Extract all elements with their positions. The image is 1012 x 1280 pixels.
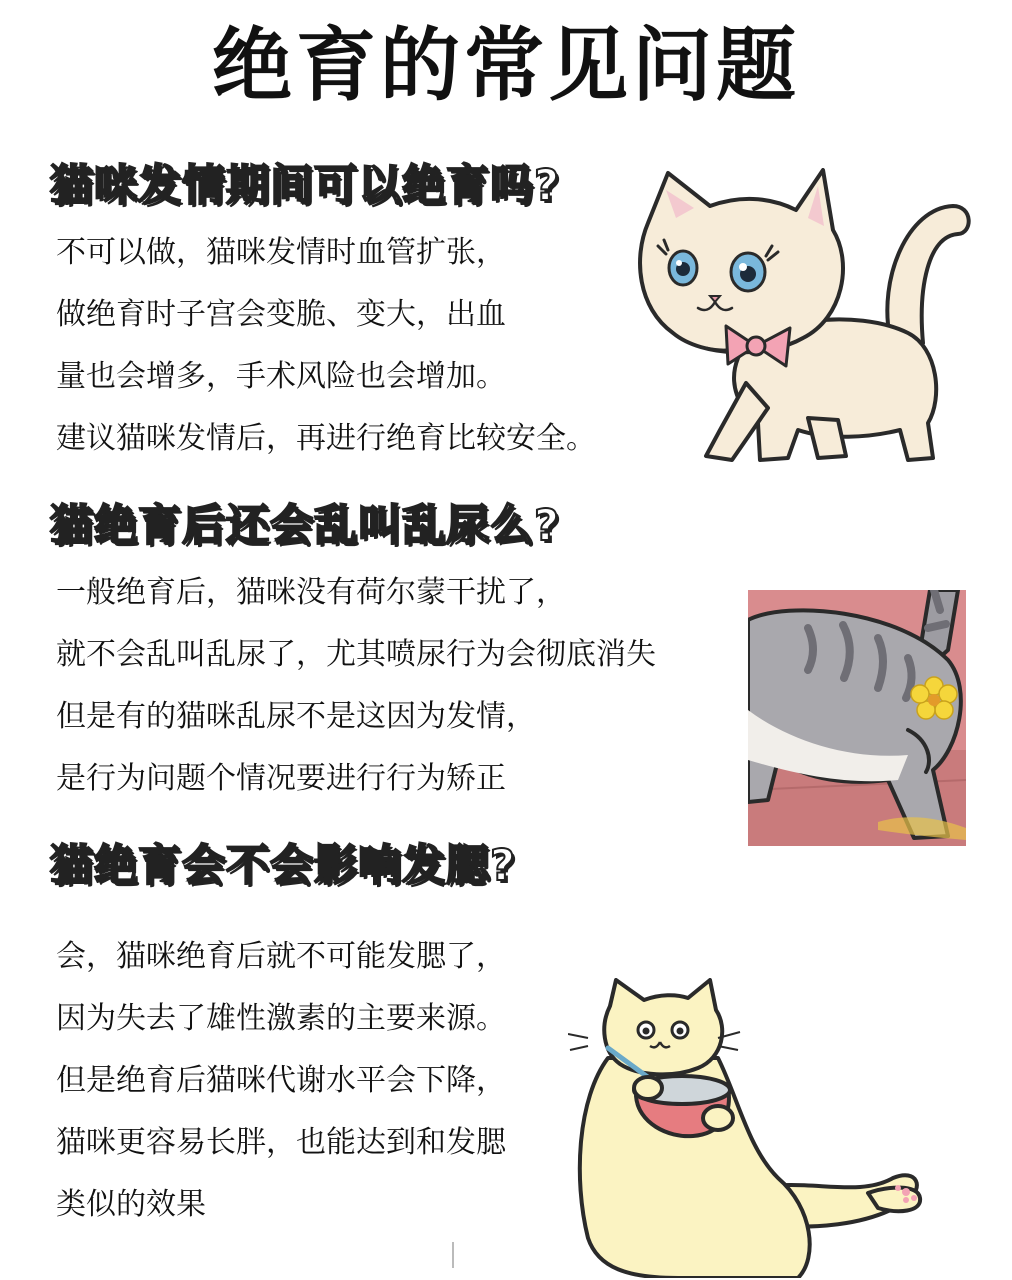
question-heading-2: 猫绝育后还会乱叫乱尿么?	[50, 501, 560, 551]
tabby-cat-illustration	[748, 590, 966, 846]
answer-1	[56, 222, 596, 470]
answer-line: 会，猫咪绝育后就不可能发腮了，	[56, 939, 506, 974]
answer-line: 类似的效果	[56, 1187, 206, 1222]
question-heading-1: 猫咪发情期间可以绝育吗?	[50, 161, 560, 211]
answer-line: 就不会乱叫乱尿了，尤其喷尿行为会彻底消失	[56, 637, 656, 672]
question-heading-3: 猫绝育会不会影响发腮?	[50, 841, 516, 891]
answer-line: 做绝育时子宫会变脆、变大，出血	[56, 297, 506, 332]
answer-line: 建议猫咪发情后，再进行绝育比较安全。	[56, 421, 596, 456]
answer-line: 但是有的猫咪乱尿不是这因为发情，	[56, 699, 536, 734]
page-title: 绝育的常见问题	[212, 19, 800, 112]
answer-3	[56, 926, 506, 1236]
answer-2	[56, 562, 656, 810]
white-kitten-illustration	[628, 168, 973, 473]
answer-line: 一般绝育后，猫咪没有荷尔蒙干扰了，	[56, 575, 566, 610]
cursor-mark	[452, 1242, 454, 1268]
answer-line: 因为失去了雄性激素的主要来源。	[56, 1001, 506, 1036]
fat-cat-eating-illustration	[568, 978, 928, 1278]
answer-line: 猫咪更容易长胖，也能达到和发腮	[56, 1125, 506, 1160]
answer-line: 是行为问题个情况要进行行为矫正	[56, 761, 506, 796]
answer-line: 量也会增多，手术风险也会增加。	[56, 359, 506, 394]
answer-line: 不可以做，猫咪发情时血管扩张，	[56, 235, 506, 270]
answer-line: 但是绝育后猫咪代谢水平会下降，	[56, 1063, 506, 1098]
